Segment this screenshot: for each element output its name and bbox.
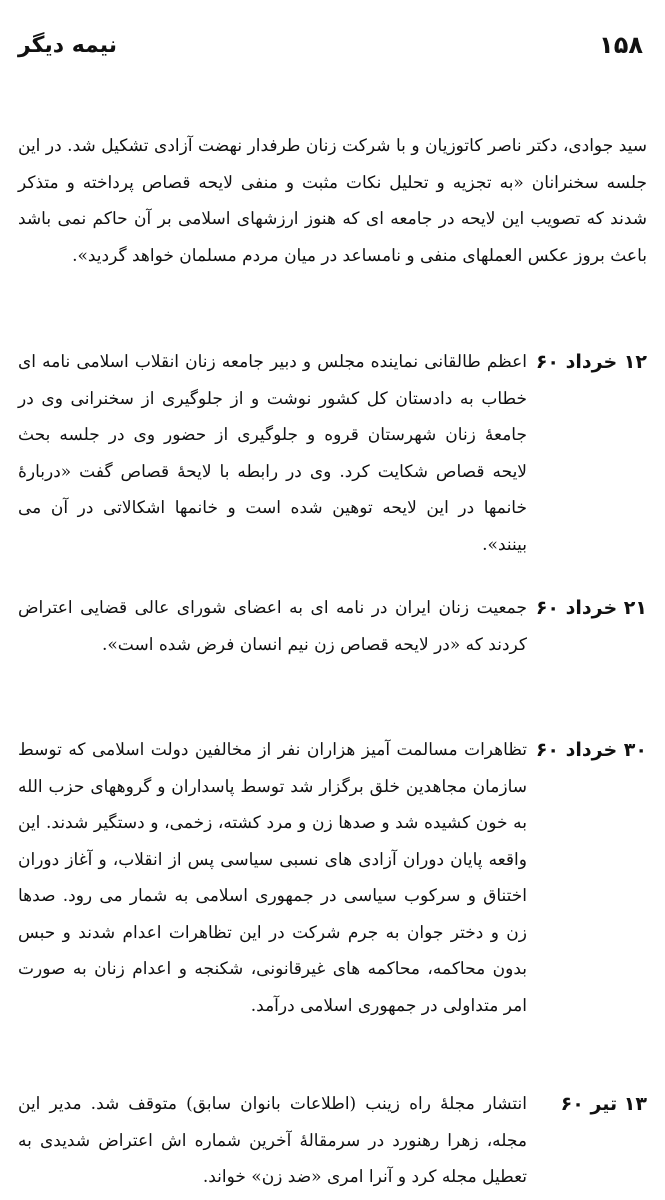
entry-text: سید جوادی، دکتر ناصر کاتوزیان و با شرکت زنان طرفدار نهضت آزادی تشکیل شد. در این جلسه سخنرانان «به تجزیه و تحلیل نکات مثبت و منفی لایحه قصاص پرداخته و متذکر شدند که تصویب این لایحه در جامعه ای که هنوز ارزشهای اسلامی بر آن حاکم نمی باشد باعث بروز عکس العملهای منفی و نامساعد در میان مردم مسلمان خواهد گردید».	[18, 136, 647, 266]
entry-date: ۳۰ خرداد ۶۰	[535, 739, 647, 761]
page-number: ۱۵۸	[599, 31, 643, 59]
chronology-entry	[18, 590, 647, 663]
chronology-entry-continuation	[18, 128, 647, 274]
page-header	[18, 28, 643, 62]
chronology-entry	[18, 1086, 647, 1196]
entry-date: ۱۲ خرداد ۶۰	[535, 351, 647, 373]
entry-text: انتشار مجلهٔ راه زینب (اطلاعات بانوان سابق) متوقف شد. مدیر این مجله، زهرا رهنورد در سرمقالهٔ آخرین شماره اش اعتراض شدیدی به تعطیل مجله کرد و آنرا امری «ضد زن» خواند.	[18, 1094, 527, 1187]
entry-date: ۱۳ تیر ۶۰	[560, 1093, 647, 1115]
entry-text: تظاهرات مسالمت آمیز هزاران نفر از مخالفین دولت اسلامی که توسط سازمان مجاهدین خلق برگزار شد توسط پاسداران و گروههای حزب الله به خون کشیده شد و صدها زن و مرد کشته، زخمی، و دستگیر شدند. این واقعه پایان دوران آزادی های نسبی سیاسی پس از انقلاب، و آغاز دوران اختناق و سرکوب سیاسی در جمهوری اسلامی به شمار می رود. صدها زن و دختر جوان به جرم شرکت در این تظاهرات اعدام شدند و حبس بدون محاکمه، محاکمه های غیرقانونی، شکنجه و اعدام زنان به صورت امر متداولی در جمهوری اسلامی درآمد.	[18, 740, 527, 1016]
entry-text: اعظم طالقانی نماینده مجلس و دبیر جامعه زنان انقلاب اسلامی نامه ای خطاب به دادستان کل کشور نوشت و از جلوگیری از سخنرانی وی در جامعهٔ زنان شهرستان قروه و جلوگیری از حضور وی در جلسه بحث لایحه قصاص شکایت کرد. وی در رابطه با لایحهٔ قصاص گفت «دربارهٔ خانمها در این لایحه توهین شده است و خانمها اشکالاتی در آن می بینند».	[18, 352, 527, 555]
chronology-entry	[18, 344, 647, 563]
entry-date: ۲۱ خرداد ۶۰	[535, 597, 647, 619]
entry-text: جمعیت زنان ایران در نامه ای به اعضای شورای عالی قضایی اعتراض کردند که «در لایحه قصاص زن نیم انسان فرض شده است».	[18, 598, 527, 655]
running-title: نیمه دیگر	[18, 32, 118, 58]
chronology-entry	[18, 732, 647, 1024]
